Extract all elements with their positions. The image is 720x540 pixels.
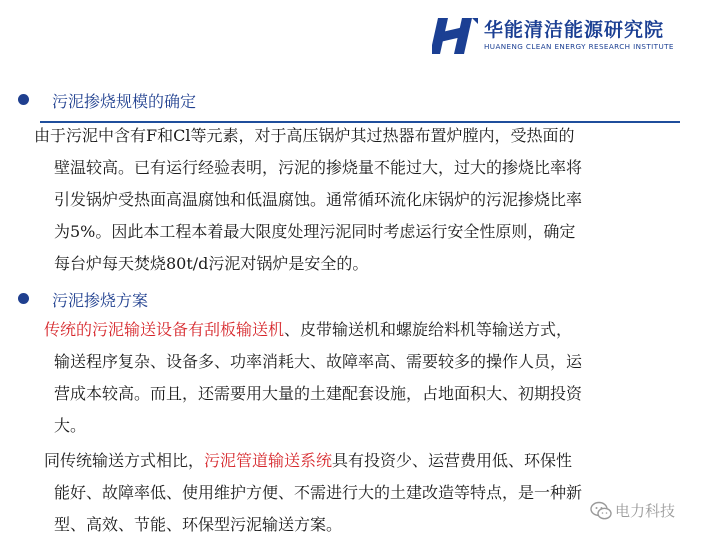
title-divider — [40, 121, 680, 123]
highlight-text: 传统的污泥输送设备有刮板输送机 — [44, 320, 285, 339]
text-fragment: 具有投资少、运营费用低、环保性 — [332, 451, 573, 470]
paragraph-line — [44, 451, 572, 471]
section-bullet — [18, 293, 29, 304]
paragraph-line: 引发锅炉受热面高温腐蚀和低温腐蚀。通常循环流化床锅炉的污泥掺烧比率 — [54, 190, 583, 209]
paragraph-line — [44, 320, 572, 340]
paragraph-line: 大。 — [54, 416, 87, 435]
paragraph-line: 输送程序复杂、设备多、功率消耗大、故障率高、需要较多的操作人员，运 — [54, 352, 583, 371]
section-bullet — [18, 94, 29, 105]
section-title: 污泥掺烧方案 — [52, 291, 149, 310]
watermark-text: 电力科技 — [615, 502, 676, 520]
paragraph-line: 壁温较高。已有运行经验表明，污泥的掺烧量不能过大，过大的掺烧比率将 — [54, 158, 583, 177]
paragraph-line: 由于污泥中含有F和Cl等元素，对于高压锅炉其过热器布置炉膛内，受热面的 — [34, 126, 575, 145]
paragraph-line: 为5%。因此本工程本着最大限度处理污泥同时考虑运行安全性原则，确定 — [54, 222, 576, 241]
text-fragment: 、皮带输送机和螺旋给料机等输送方式， — [284, 320, 573, 339]
paragraph-line: 营成本较高。而且，还需要用大量的土建配套设施，占地面积大、初期投资 — [54, 384, 583, 403]
paragraph-line: 每台炉每天焚烧80t/d污泥对锅炉是安全的。 — [54, 254, 369, 273]
paragraph-line: 型、高效、节能、环保型污泥输送方案。 — [54, 515, 343, 534]
wechat-icon — [590, 501, 612, 521]
huaneng-logo-icon — [432, 16, 478, 56]
section-title: 污泥掺烧规模的确定 — [52, 92, 197, 111]
logo-chinese-name: 华能清洁能源研究院 — [484, 19, 665, 41]
text-fragment: 同传统输送方式相比， — [44, 451, 205, 470]
paragraph-line: 能好、故障率低、使用维护方便、不需进行大的土建改造等特点，是一种新 — [54, 483, 583, 502]
company-logo — [432, 14, 712, 58]
highlight-text: 污泥管道输送系统 — [204, 451, 333, 470]
logo-english-name: HUANENG CLEAN ENERGY RESEARCH INSTITUTE — [484, 42, 674, 51]
